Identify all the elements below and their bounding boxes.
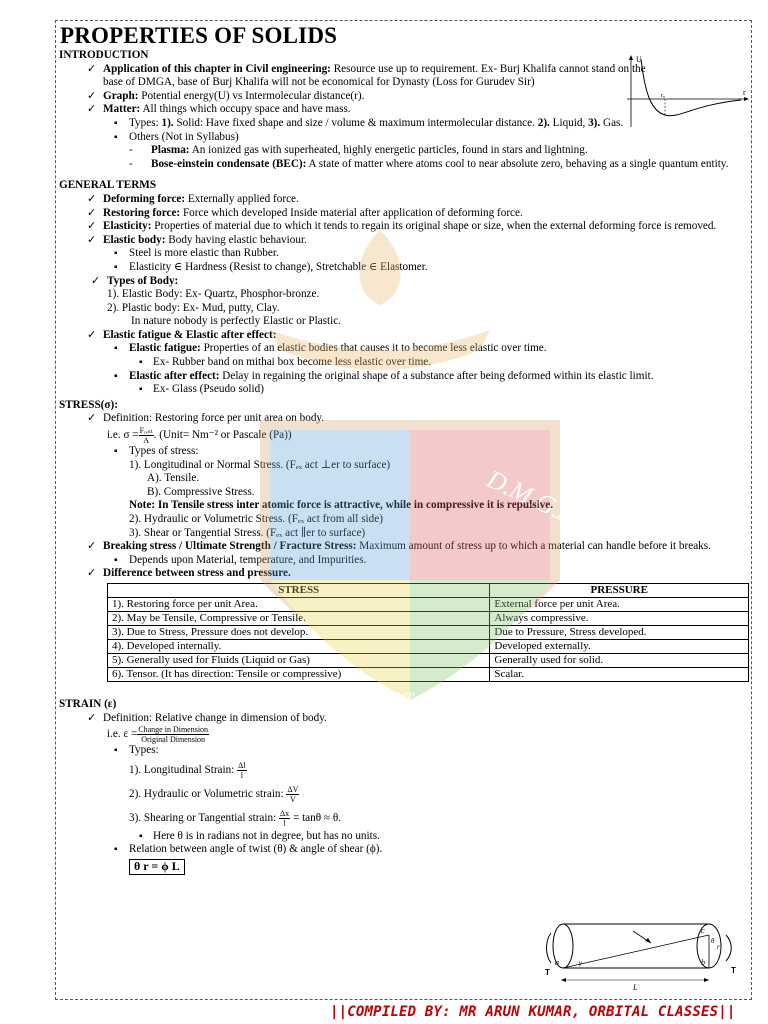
s2-label: 2). Hydraulic or Volumetric strain: [129, 787, 287, 800]
table-row [108, 653, 749, 667]
after-text: Delay in regaining the original shape of a substance after being deformed within its elastic limit. [219, 369, 654, 382]
tb1: 1). Elastic Body: Ex- Quartz, Phosphor-bronze. [107, 288, 320, 301]
fatigue-heading-item [59, 329, 749, 343]
label-gamma: γ [579, 959, 582, 967]
s2-den: V [289, 794, 296, 804]
s2-num: ΔV [287, 784, 299, 794]
bec-item [59, 158, 749, 172]
types-g: Gas. [600, 116, 624, 129]
fatigue-item [59, 342, 749, 356]
tb3: In nature nobody is perfectly Elastic or Plastic. [131, 315, 342, 328]
graph-curve [641, 59, 741, 116]
graph-y-label: U [636, 55, 642, 64]
stress-ie: i.e. σ = [107, 429, 139, 442]
table-cell: External force per unit Area. [490, 597, 749, 611]
s2-fraction [286, 785, 299, 804]
deforming-label: Deforming force: [103, 192, 186, 205]
types-b: 1). [161, 116, 174, 129]
after-item [59, 370, 749, 384]
tb2: 2). Plastic body: Ex- Mud, putty, Clay. [107, 301, 280, 314]
fatigue-heading: Elastic fatigue & Elastic after effect: [103, 328, 277, 341]
restoring-label: Restoring force: [103, 206, 181, 219]
deforming-item [59, 193, 749, 207]
potential-energy-graph [623, 53, 753, 131]
strain-heading: STRAIN (ε) [59, 697, 117, 710]
content [59, 49, 749, 875]
watermark-text: D.M.G.A. [482, 464, 587, 534]
fatigue-ex: ▪ Ex- Rubber band on mithai box become less elastic over time. [59, 356, 749, 370]
table-cell: 1). Restoring force per unit Area. [108, 597, 490, 611]
shear-arrow-head [645, 938, 651, 943]
stress-t1: 1). Longitudinal or Normal Stress. (Fₑₓ act ⊥er to surface) [129, 458, 391, 471]
torque-right-arc [726, 935, 731, 961]
table-header: STRESS [108, 583, 490, 597]
stress-heading: STRESS(σ): [59, 398, 118, 411]
graph-label: Graph: [103, 89, 139, 102]
stress-t2: 2). Hydraulic or Volumetric Stress. (Fₑₓ act from all side) [129, 513, 383, 525]
breaking-item [59, 540, 749, 554]
strain-s3 [59, 806, 749, 830]
label-T-left: T [545, 968, 550, 977]
diff-item [59, 567, 749, 581]
table-cell: 2). May be Tensile, Compressive or Tensile. [108, 611, 490, 625]
s1-den: l [240, 770, 243, 780]
steel-item: ▪ Steel is more elastic than Rubber. [59, 247, 749, 261]
length-arrow-right [704, 978, 709, 982]
label-theta: θ [711, 937, 715, 945]
table-cell: 6). Tensor. (It has direction: Tensile or compressive) [108, 667, 490, 681]
types-c: Solid: Have fixed shape and size / volume & maximum intermolecular distance. [173, 116, 538, 129]
s3-num: Δx [280, 808, 290, 818]
elasticity-rel-item: ▪ Elasticity ∈ Hardness (Resist to change), Stretchable ∈ Elastomer. [59, 261, 749, 275]
strain-types: ▪ Types: [59, 744, 749, 758]
relation-item: ▪ Relation between angle of twist (θ) & angle of shear (ϕ). [59, 843, 749, 857]
s1-label: 1). Longitudinal Strain: [129, 763, 238, 776]
page-frame [55, 20, 752, 1000]
breaking-text: Maximum amount of stress up to which a material can handle before it breaks. [356, 540, 711, 553]
after-label: Elastic after effect: [129, 369, 220, 382]
others-item: ▪ Others (Not in Syllabus) [59, 131, 749, 145]
stress-pressure-table [107, 583, 749, 682]
elastic-body-text: Body having elastic behaviour. [165, 233, 307, 246]
stress-t3: 3). Shear or Tangential Stress. (Fₑₓ act ∥er to surface) [129, 526, 366, 539]
plasma-label: Plasma: [151, 144, 190, 157]
elasticity-text: Properties of material due to which it tends to regain its original shape or size, when the external deforming force is removed. [151, 220, 717, 233]
stress-frac-num: Fᵣₑₛₜ [139, 426, 153, 436]
general-heading: GENERAL TERMS [59, 179, 157, 192]
relation-formula-row [59, 859, 749, 875]
label-T-right: T [731, 966, 736, 975]
types-body-item [59, 275, 749, 289]
strain-frac-den: Original Dimension [141, 735, 206, 745]
stress-t1b: B). Compressive Stress. [147, 485, 255, 498]
stress-types: ▪ Types of stress: [59, 445, 749, 459]
breaking-label: Breaking stress / Ultimate Strength / Fracture Stress: [103, 540, 357, 553]
table-cell: Due to Pressure, Stress developed. [490, 625, 749, 639]
table-row [108, 597, 749, 611]
stress-formula [59, 426, 749, 445]
types-d: 2). [537, 116, 550, 129]
plasma-item [59, 144, 749, 158]
stress-t1a: A). Tensile. [147, 472, 200, 485]
stress-fraction [139, 426, 154, 445]
graph-x-label: r [743, 88, 746, 97]
label-c: c [701, 926, 705, 935]
strain-frac-num: Change in Dimension [138, 725, 209, 735]
civil-label: Application of this chapter in Civil engineering: [103, 62, 331, 75]
civil-text: Resource use up to requirement. Ex- Burj Khalifa cannot stand on the base of DMGA, base of Burj Khalifa will not be economical for Dynasty (Loss for Gurudev Sir) [103, 62, 646, 89]
s3-den: l [283, 818, 286, 828]
bec-text: A state of matter where atoms cool to near absolute zero, behaving as a single quantum entity. [306, 157, 729, 170]
graph-r0-label: r₀ [661, 93, 666, 99]
table-cell: 5). Generally used for Fluids (Liquid or Gas) [108, 653, 490, 667]
after-ex: ▪ Ex- Glass (Pseudo solid) [59, 383, 749, 397]
elasticity-label: Elasticity: [103, 220, 152, 233]
label-b: b [701, 958, 705, 967]
torsion-cylinder-diagram [541, 913, 751, 995]
matter-label: Matter: [103, 103, 141, 116]
table-cell: 4). Developed internally. [108, 639, 490, 653]
stress-note: Note: In Tensile stress inter atomic force is attractive, while in compressive it is repulsive. [129, 499, 554, 512]
stress-frac-den: A [143, 436, 149, 446]
table-cell: Generally used for solid. [490, 653, 749, 667]
table-cell: 3). Due to Stress, Pressure does not develop. [108, 625, 490, 639]
table-row [108, 639, 749, 653]
elastic-body-label: Elastic body: [103, 233, 166, 246]
strain-s1 [59, 758, 749, 782]
s3-tail: = tanθ ≈ θ. [290, 811, 341, 824]
fatigue-text: Properties of an elastic bodies that causes it to become less elastic over time. [200, 342, 547, 355]
strain-fraction [137, 725, 209, 744]
elastic-body-item [59, 234, 749, 248]
strain-s2 [59, 782, 749, 806]
watermark-motto: together we [340, 687, 416, 704]
radians-note: ▪ Here θ is in radians not in degree, but has no units. [59, 830, 749, 844]
depends-item: ▪ Depends upon Material, temperature, and Impurities. [59, 554, 749, 568]
relation-formula: θ r = ϕ L [129, 859, 185, 875]
civil-item [59, 63, 663, 90]
label-L: L [633, 983, 638, 992]
table-row [108, 625, 749, 639]
table-cell: Scalar. [490, 667, 749, 681]
restoring-item [59, 207, 749, 221]
s3-fraction [279, 809, 290, 828]
torque-left-arc [547, 933, 552, 963]
table-row [108, 611, 749, 625]
elasticity-item [59, 220, 749, 234]
plasma-text: An ionized gas with superheated, highly energetic particles, found in stars and lightning. [189, 144, 588, 157]
table-cell: Developed externally. [490, 639, 749, 653]
diff-label: Difference between stress and pressure. [103, 567, 291, 580]
strain-definition: ✓ Definition: Relative change in dimension of body. [59, 712, 749, 726]
stress-unit: . (Unit= Nm⁻² or Pascale (Pa)) [153, 429, 292, 442]
length-arrow-left [561, 978, 566, 982]
table-header-row [108, 583, 749, 597]
strain-formula [59, 725, 749, 744]
graph-y-arrow [629, 55, 633, 60]
graph-x-arrow [744, 97, 749, 101]
compiled-by-footer: ||COMPILED BY: MR ARUN KUMAR, ORBITAL CLASSES|| [330, 1004, 736, 1020]
graph-text: Potential energy(U) vs Intermolecular distance(r). [138, 89, 365, 102]
strain-ie: i.e. ε = [107, 728, 138, 741]
bec-label: Bose-einstein condensate (BEC): [151, 157, 307, 170]
types-e: Liquid, [549, 116, 589, 129]
types-body-label: Types of Body: [107, 274, 179, 287]
intro-heading: INTRODUCTION [59, 49, 149, 61]
s1-fraction [237, 761, 246, 780]
stress-definition: ✓ Definition: Restoring force per unit area on body. [59, 412, 749, 426]
label-a: a [555, 958, 559, 967]
restoring-text: Force which developed Inside material after application of deforming force. [180, 206, 523, 219]
types-a: Types: [129, 116, 162, 129]
matter-text: All things which occupy space and have mass. [140, 103, 351, 116]
table-row [108, 667, 749, 681]
table-cell: Always compressive. [490, 611, 749, 625]
page-title: PROPERTIES OF SOLIDS [60, 23, 338, 48]
types-f: 3). [588, 116, 601, 129]
fatigue-label: Elastic fatigue: [129, 342, 201, 355]
s1-num: Δl [238, 760, 246, 770]
twisted-line [563, 935, 709, 968]
deforming-text: Externally applied force. [185, 192, 299, 205]
s3-label: 3). Shearing or Tangential strain: [129, 811, 280, 824]
label-r: r [717, 943, 720, 951]
table-header: PRESSURE [490, 583, 749, 597]
